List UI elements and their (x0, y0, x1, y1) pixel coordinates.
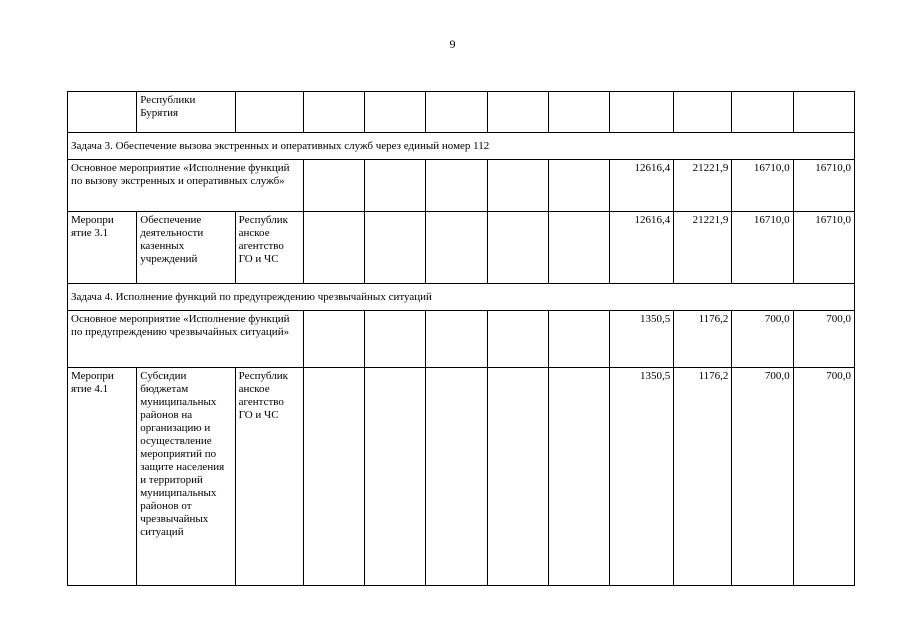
cell-responsible: Республики Бурятия (137, 92, 235, 133)
cell-empty (548, 92, 609, 133)
cell-empty (487, 212, 548, 284)
cell-empty (235, 92, 303, 133)
value-cell: 1176,2 (674, 311, 732, 368)
cell-empty (548, 368, 609, 586)
main-activity-3: Основное мероприятие «Исполнение функций по вызову экстренных и оперативных служб» (68, 160, 304, 212)
activity-name: Субсидии бюджетам муниципальных районов на организацию и осуществление мероприятий по защите населения и территорий муниципальных районов от чрезвычайных ситуаций (137, 368, 235, 586)
cell-empty (548, 160, 609, 212)
cell-empty (793, 92, 854, 133)
value-cell: 16710,0 (793, 160, 854, 212)
value-cell: 1176,2 (674, 368, 732, 586)
cell-empty (426, 160, 487, 212)
cell-empty (303, 212, 364, 284)
value-cell: 21221,9 (674, 212, 732, 284)
cell-empty (426, 92, 487, 133)
activity-name: Обеспечение деятельности казенных учреждений (137, 212, 235, 284)
cell-empty (365, 212, 426, 284)
value-cell: 12616,4 (609, 212, 673, 284)
main-activity-4: Основное мероприятие «Исполнение функций по предупреждению чрезвычайных ситуаций» (68, 311, 304, 368)
value-cell: 700,0 (793, 368, 854, 586)
activity-id: Меропри ятие 4.1 (68, 368, 137, 586)
value-cell: 16710,0 (732, 160, 793, 212)
cell-empty (548, 212, 609, 284)
table-row-main3 (68, 160, 855, 212)
value-cell: 700,0 (732, 311, 793, 368)
value-cell: 1350,5 (609, 311, 673, 368)
value-cell: 21221,9 (674, 160, 732, 212)
program-table (67, 91, 855, 586)
table-row-main4 (68, 311, 855, 368)
table-row-task3 (68, 133, 855, 160)
cell-empty (68, 92, 137, 133)
cell-empty (303, 92, 364, 133)
table-row-responsible (68, 92, 855, 133)
value-cell: 16710,0 (732, 212, 793, 284)
cell-empty (674, 92, 732, 133)
cell-empty (303, 368, 364, 586)
value-cell: 16710,0 (793, 212, 854, 284)
page-number: 9 (449, 37, 456, 51)
cell-empty (365, 160, 426, 212)
cell-empty (426, 368, 487, 586)
cell-empty (487, 92, 548, 133)
task4-heading: Задача 4. Исполнение функций по предупреждению чрезвычайных ситуаций (68, 284, 855, 311)
task3-heading: Задача 3. Обеспечение вызова экстренных и оперативных служб через единый номер 112 (68, 133, 855, 160)
value-cell: 1350,5 (609, 368, 673, 586)
value-cell: 12616,4 (609, 160, 673, 212)
cell-empty (487, 368, 548, 586)
cell-empty (609, 92, 673, 133)
cell-empty (426, 311, 487, 368)
cell-empty (487, 311, 548, 368)
value-cell: 700,0 (793, 311, 854, 368)
table-row-activity31 (68, 212, 855, 284)
cell-empty (303, 160, 364, 212)
cell-empty (365, 368, 426, 586)
activity-executor: Республик анское агентство ГО и ЧС (235, 368, 303, 586)
cell-empty (365, 92, 426, 133)
cell-empty (732, 92, 793, 133)
cell-empty (365, 311, 426, 368)
cell-empty (426, 212, 487, 284)
table-row-task4 (68, 284, 855, 311)
cell-empty (548, 311, 609, 368)
activity-id: Меропри ятие 3.1 (68, 212, 137, 284)
cell-empty (303, 311, 364, 368)
activity-executor: Республик анское агентство ГО и ЧС (235, 212, 303, 284)
value-cell: 700,0 (732, 368, 793, 586)
table-row-activity41 (68, 368, 855, 586)
cell-empty (487, 160, 548, 212)
